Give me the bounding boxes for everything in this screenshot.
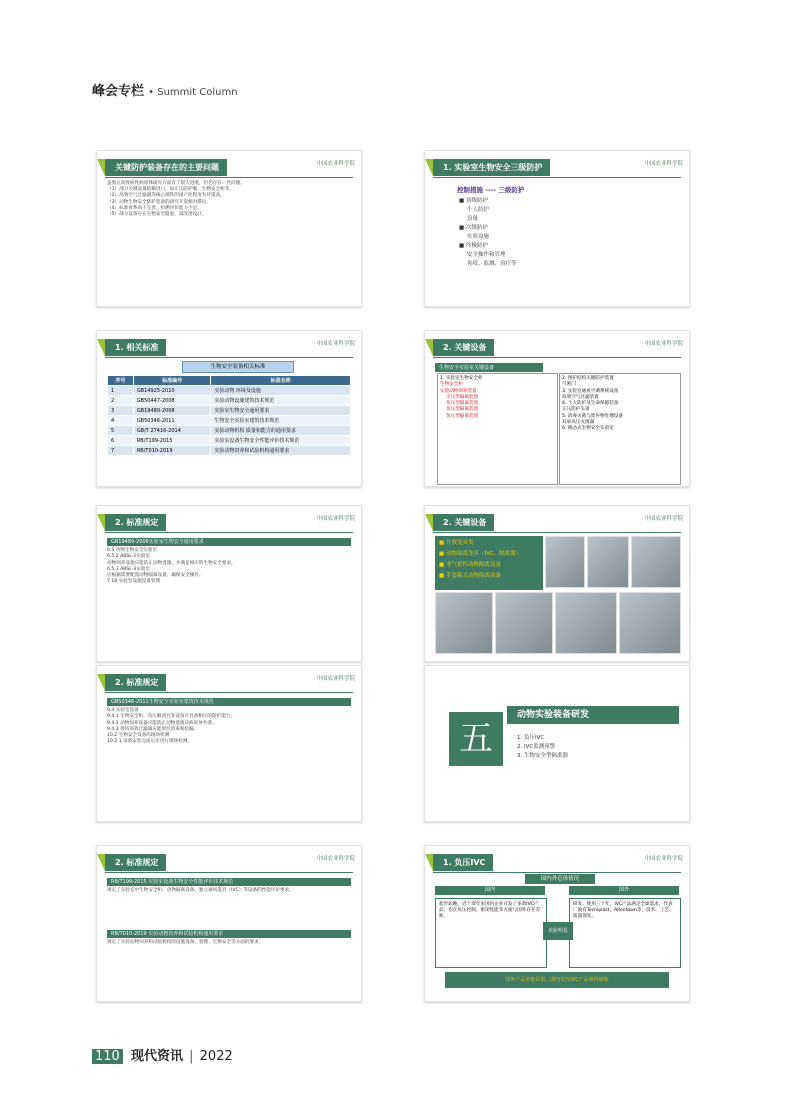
slide-title: 1. 实验室生物安全三级防护	[433, 159, 550, 176]
list-item: 1. 负压IVC	[517, 735, 545, 741]
slide-title: 1. 负压IVC	[433, 854, 493, 871]
text-line: 1. 实验室生物安全柜	[440, 376, 483, 381]
text-line: 应根据需要配置动物隔离设备，确保安全操作。	[107, 573, 204, 579]
standards-table	[107, 375, 351, 456]
divider	[105, 692, 353, 693]
equipment-right-box	[559, 373, 681, 485]
text-line: （4）标准体系尚不完善，检测评价能力不足。	[107, 205, 202, 211]
divider	[433, 532, 681, 533]
equipment-photo	[587, 536, 629, 588]
section-title: 动物实验装备研发	[507, 706, 679, 724]
page-header	[92, 80, 238, 99]
brand-subtitle: • Summit Column	[148, 87, 238, 98]
table-row: 2 GB50447-2008 实验动物设施建筑技术规范	[108, 396, 351, 406]
list-item: ■ 开放笼具类	[439, 540, 474, 546]
text-line: 6.5.3 ABSL-3实验室	[107, 566, 151, 572]
text-line: （5）部分设备存在生物安全隐患，需改进设计。	[107, 212, 207, 218]
divider	[105, 357, 353, 358]
slide-negative-pressure-ivc	[424, 845, 690, 1002]
slide-standard-gb19489	[96, 505, 362, 662]
text-line: 气密门	[562, 382, 576, 388]
foreign-label: 国外	[569, 886, 679, 895]
text-line: 7.18 实验室设施设备管理	[107, 579, 161, 585]
cas-logo: 中国农业科学院	[316, 161, 355, 167]
text-line: 高效空气过滤装置	[562, 394, 599, 400]
divider	[105, 532, 353, 533]
protection-heading: 控制措施 ---- 三级防护	[457, 186, 525, 194]
list-item: ■ 初级防护	[459, 198, 488, 204]
text-line: 3. 实验室通风空调系统设备	[562, 388, 619, 394]
slide-body	[107, 181, 351, 218]
section-bar: GB50346-2011生物安全实验室建筑技术规范	[107, 698, 351, 706]
text-line: 9.4.2 动物饲养设备应能防止动物逃逸及病原体外泄。	[107, 720, 217, 726]
text-line: 生物安全柜	[440, 382, 463, 388]
list-item: 安全操作和管理	[467, 252, 506, 258]
text-line: 6.5 动物生物安全实验室	[107, 548, 158, 554]
equipment-photo	[619, 592, 681, 654]
slide-title: 2. 标准规定	[105, 854, 166, 871]
divider	[105, 872, 353, 873]
equipment-types-box	[435, 536, 543, 590]
slide-title: 1. 相关标准	[105, 339, 166, 356]
slide-standard-gb50346	[96, 665, 362, 822]
divider	[433, 357, 681, 358]
cas-logo: 中国农业科学院	[644, 856, 683, 862]
slide-three-level-protection	[424, 150, 690, 307]
text-line: 10.2.1 设备安装完成后应进行现场检测。	[107, 739, 192, 745]
table-title: 生物安全装备相关标准	[182, 361, 294, 373]
list-item: 2. IVC监测预警	[517, 744, 556, 750]
equipment-photo	[495, 592, 553, 654]
cas-logo: 中国农业科学院	[644, 161, 683, 167]
brand-title: 峰会专栏	[92, 84, 145, 99]
table-row: 1 GB14925-2010 实验动物 环境及设施	[108, 386, 351, 396]
cas-logo: 中国农业科学院	[316, 341, 355, 347]
list-item: 免疫、监测、治疗等	[467, 261, 517, 267]
text-line: 正压防护头罩	[562, 407, 590, 413]
text-line: 6. 移动式生物安全实验室	[562, 426, 614, 432]
slide-standard-rb	[96, 845, 362, 1002]
text-line: 9.4.3 排风高效过滤器应能原位消毒和检漏。	[107, 726, 199, 732]
text-line: 正压型隔离装置	[446, 394, 479, 400]
slide-standards-table	[96, 330, 362, 487]
text-line: 虽然在高致病性病原体研究方面有了很大进展，但仍存在一些问题。	[107, 181, 245, 186]
list-item: ■ 非气密性动物隔离设备	[439, 562, 501, 568]
text-line: 双扉高压灭菌器	[562, 420, 595, 426]
list-item: 3. 生物安全型隔离器	[517, 753, 568, 759]
overview-heading: 国内外总体情况	[525, 874, 595, 884]
domestic-text: 起步较晚，近十余年来国内企业开发了多款IVC产品，但在负压控制、密闭性能等方面与国外存在差距。	[435, 898, 547, 968]
slide-title: 2. 标准规定	[105, 514, 166, 531]
list-item: ■ 终极防护	[459, 243, 488, 249]
journal-year: 2022	[199, 1049, 233, 1064]
equipment-left-box	[437, 373, 558, 485]
equipment-photo	[631, 536, 681, 588]
text-line: 2. 围护结构关键防护装置	[562, 376, 614, 381]
cas-logo: 中国农业科学院	[316, 676, 355, 682]
text-line: 4. 个人防护及生命保障装备	[562, 401, 619, 407]
header-cell: 序号	[108, 376, 134, 386]
slide-key-problems	[96, 150, 362, 307]
section-bar: RB/T010-2019 实验动物饲养和试验机构通用要求	[107, 930, 351, 938]
table-header-row	[108, 376, 351, 386]
slide-title: 2. 标准规定	[105, 674, 166, 691]
equipment-photo	[555, 592, 617, 654]
table-row: 6 RB/T199-2015 实验室设备生物安全性能评价技术规范	[108, 436, 351, 446]
slide-title: 关键防护装备存在的主要问题	[105, 159, 227, 176]
slide-body	[107, 876, 351, 947]
slide-section-five	[424, 665, 690, 822]
list-item: ■ 次级防护	[459, 225, 488, 231]
text-line: （2）高效空气过滤器等核心部件的国产化程度有待提高。	[107, 193, 225, 199]
protection-list	[459, 197, 517, 269]
slide-key-equipment-list	[424, 330, 690, 487]
list-item: ■ 手套箱式动物隔离设备	[439, 573, 501, 579]
text-block: 规定了实验室中生物安全柜、动物隔离设备、独立通风笼具（IVC）等设备的性能评价要求。	[107, 888, 294, 894]
section-bar: GB19489-2008实验室生物安全通用要求	[107, 538, 351, 546]
separator: |	[189, 1049, 194, 1064]
text-line: 9.4 实验室设备	[107, 708, 139, 714]
text-line: 9.4.1 生物安全柜、负压解剖台等设备应具备相应的防护能力。	[107, 714, 235, 720]
list-item: ■ 动物隔离笼具（IVC、隔离器）	[439, 551, 522, 557]
table-row: 7 RB/T010-2019 实验动物饲养和试验机构通用要求	[108, 446, 351, 456]
conclusion-bar: 国外产品价格昂贵，国内负压IVC产品亟待研发	[445, 972, 669, 988]
text-line: （3）动物生物安全防护装备的研究开发相对滞后。	[107, 199, 211, 205]
text-line: （1）部分关键设备依赖进口，如正压防护服、生物安全柜等。	[107, 187, 234, 193]
text-line: 动物饲养设施应能防止动物逃逸，并满足相应的生物安全要求。	[107, 560, 236, 566]
cas-logo: 中国农业科学院	[316, 856, 355, 862]
list-item: 设备	[467, 216, 479, 222]
gap-highlight: 差距明显	[543, 922, 573, 940]
text-line: 负压型隔离装置	[446, 401, 479, 407]
equipment-photo	[435, 592, 493, 654]
slide-body	[107, 536, 351, 585]
section-items	[517, 734, 568, 761]
divider	[433, 872, 681, 873]
cas-logo: 中国农业科学院	[644, 516, 683, 522]
text-line: 10.2 生物安全设备的现场检测	[107, 733, 170, 739]
cas-logo: 中国农业科学院	[316, 516, 355, 522]
text-line: 6.5.2 ABSL-2实验室	[107, 554, 151, 560]
section-number: 五	[449, 712, 503, 766]
cas-logo: 中国农业科学院	[644, 341, 683, 347]
section-bar: 生物安全实验室关键设备	[435, 363, 543, 372]
divider	[433, 177, 681, 178]
text-line: 实验动物饲养装置	[440, 388, 477, 394]
page-number: 110	[92, 1049, 123, 1064]
slide-title: 2. 关键设备	[433, 514, 494, 531]
list-item: 个人防护	[467, 207, 490, 213]
text-line: 负压型隔离装置	[446, 407, 479, 413]
domestic-label: 国内	[435, 886, 545, 895]
list-item: 实验设施	[467, 234, 490, 240]
text-line: 5. 消毒灭菌与废弃物处理设备	[562, 413, 623, 419]
slide-title: 2. 关键设备	[433, 339, 494, 356]
text-block: 规定了实验动物饲养和试验机构的设施设备、管理、生物安全等方面的要求。	[107, 940, 264, 946]
page-footer	[92, 1045, 233, 1064]
table-row: 4 GB50346-2011 生物安全实验室建筑技术规范	[108, 416, 351, 426]
divider	[105, 177, 353, 178]
text-line: 负压型隔离装置	[446, 413, 479, 419]
slide-body	[107, 696, 351, 745]
journal-name: 现代资讯	[130, 1049, 183, 1064]
header-cell: 标准编号	[133, 376, 211, 386]
equipment-photo	[545, 536, 585, 588]
section-bar: RB/T199-2015 实验室设备生物安全性能评价技术规范	[107, 878, 351, 886]
table-row: 3 GB19489-2008 实验室生物安全通用要求	[108, 406, 351, 416]
header-cell: 标准名称	[211, 376, 351, 386]
slide-key-equipment-photos	[424, 505, 690, 662]
table-row: 5 GB/T 27416-2014 实验动物机构 质量和能力的通用要求	[108, 426, 351, 436]
foreign-text: 研发、使用三十年，IVC产品满足全球需求，代表厂商有Tecniplast、Allentown等，技术、工艺、质量领先。	[569, 898, 681, 968]
